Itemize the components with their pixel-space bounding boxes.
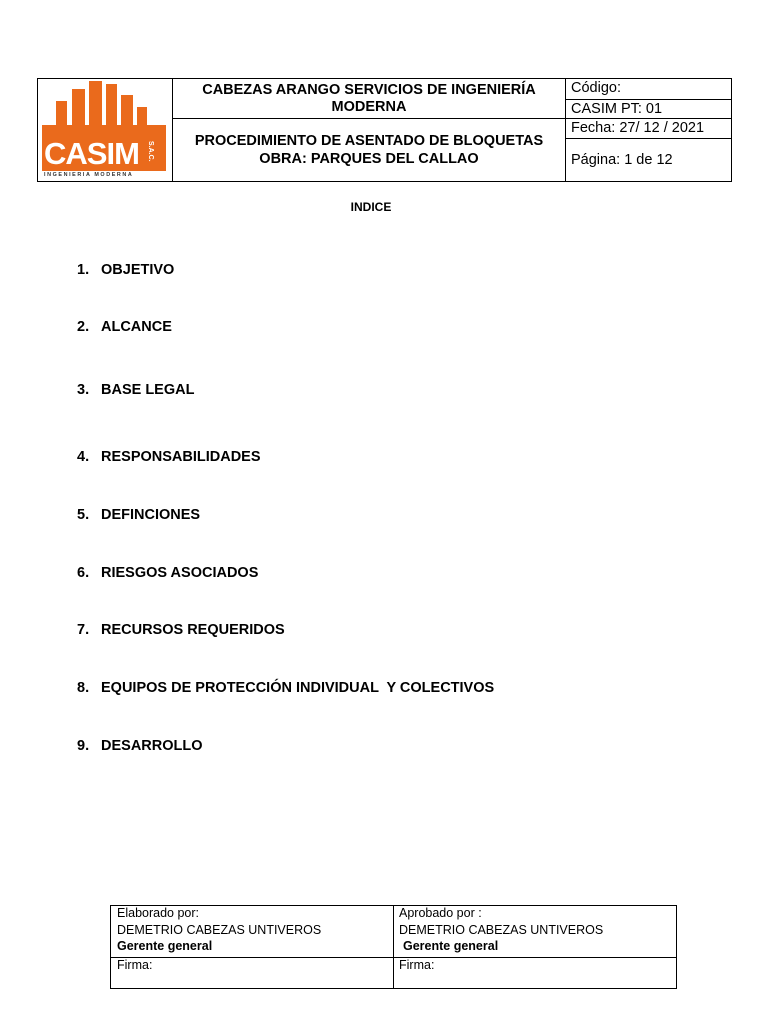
toc-item	[77, 449, 261, 466]
toc-number: 7.	[77, 622, 90, 638]
toc-number: 8.	[77, 680, 90, 696]
toc-number: 4.	[77, 449, 90, 465]
pagina	[566, 138, 732, 181]
toc-number: 2.	[77, 319, 90, 335]
pagina-text: Página: 1 de 12	[571, 151, 673, 168]
elaborado-label: Elaborado por:	[117, 906, 200, 920]
toc-item	[77, 680, 494, 697]
aprobado-role: Gerente general	[403, 939, 499, 953]
toc-label: DEFINCIONES	[101, 507, 201, 523]
index-title: INDICE	[350, 200, 392, 214]
meta-cell	[565, 79, 731, 181]
company-name	[173, 79, 565, 119]
company-name-line2: MODERNA	[331, 98, 407, 115]
procedure-title-line1: PROCEDIMIENTO DE ASENTADO DE BLOQUETAS	[194, 133, 544, 149]
procedure-title-line2: OBRA: PARQUES DEL CALLAO	[259, 151, 479, 167]
aprobado-label: Aprobado por :	[399, 906, 482, 920]
toc-label: RIESGOS ASOCIADOS	[101, 565, 259, 581]
logo-tagline: INGENIERIA MODERNA	[44, 172, 134, 178]
company-name-line1: CABEZAS ARANGO SERVICIOS DE INGENIERÍA	[202, 81, 536, 98]
logo-wordmark: CASIM	[44, 136, 139, 171]
toc-item	[77, 622, 285, 639]
toc-label: BASE LEGAL	[101, 382, 195, 398]
elaborado-role: Gerente general	[117, 939, 213, 953]
aprobado-column	[394, 906, 676, 988]
document-header	[37, 78, 732, 182]
toc-number: 6.	[77, 565, 90, 581]
toc-item	[77, 382, 194, 399]
toc-label: ALCANCE	[101, 319, 172, 335]
firma-right: Firma:	[399, 958, 435, 972]
toc-item	[77, 507, 200, 524]
title-cell	[173, 79, 565, 181]
toc-item	[77, 319, 172, 336]
toc-item	[77, 262, 174, 279]
toc-label: EQUIPOS DE PROTECCIÓN INDIVIDUAL Y COLECTIVOS	[101, 680, 495, 696]
toc-number: 9.	[77, 738, 90, 754]
approval-table	[110, 905, 677, 989]
logo-cell	[38, 79, 173, 181]
casim-logo	[42, 81, 166, 179]
toc-label: RESPONSABILIDADES	[101, 449, 261, 465]
firma-left: Firma:	[117, 958, 153, 972]
fecha: Fecha: 27/ 12 / 2021	[571, 120, 705, 136]
toc-label: OBJETIVO	[101, 262, 175, 278]
codigo-label: Código:	[566, 79, 732, 100]
toc-number: 3.	[77, 382, 90, 398]
toc-label: RECURSOS REQUERIDOS	[101, 622, 285, 638]
codigo-value: CASIM PT: 01	[566, 100, 732, 119]
toc-item	[77, 565, 258, 582]
toc-label: DESARROLLO	[101, 738, 203, 754]
elaborado-column	[111, 906, 394, 988]
aprobado-name: DEMETRIO CABEZAS UNTIVEROS	[399, 923, 604, 937]
logo-suffix: S.A.C.	[147, 141, 154, 162]
procedure-title	[173, 119, 565, 181]
toc-item	[77, 738, 203, 755]
toc-number: 1.	[77, 262, 90, 278]
toc-number: 5.	[77, 507, 90, 523]
elaborado-name: DEMETRIO CABEZAS UNTIVEROS	[117, 923, 322, 937]
